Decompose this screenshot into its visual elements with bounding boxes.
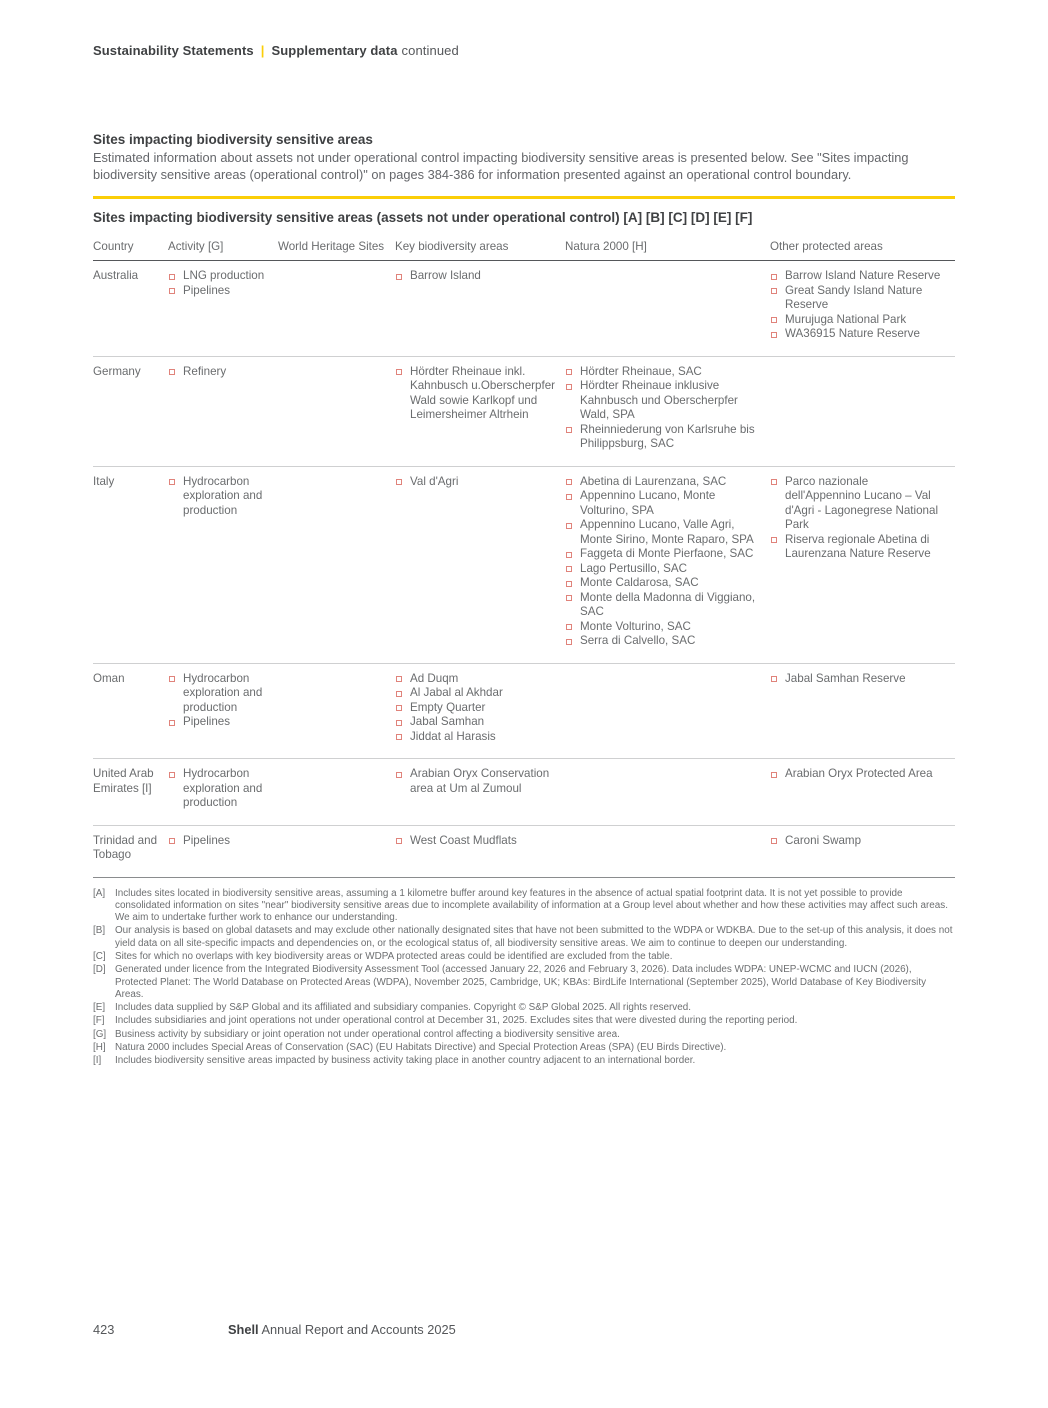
square-bullet-icon <box>169 720 175 726</box>
table-row-trinidad-and-tobago <box>93 826 955 878</box>
bullet-item <box>168 365 268 380</box>
bullet-text: WA36915 Nature Reserve <box>785 327 920 340</box>
bullet-text: Jiddat al Harasis <box>410 729 496 743</box>
key-biodiversity-areas-cell <box>395 365 565 452</box>
square-bullet-icon <box>771 838 777 844</box>
square-bullet-icon <box>566 595 572 601</box>
square-bullet-icon <box>566 581 572 587</box>
footnote-text: Our analysis is based on global datasets and may exclude other nationally designated sites that have not been submitted to the WDPA or WDKBA. Due to the set-up of this analysis, it does not yield data on all site-specific impacts and dependencies on, or the ecological status of, all biodiversity sensitive areas. We aim to continue to deepen our understanding. <box>115 925 953 949</box>
key-biodiversity-areas-cell <box>395 269 565 342</box>
column-header-key-biodiversity-areas: Key biodiversity areas <box>395 240 509 253</box>
square-bullet-icon <box>396 720 402 726</box>
bullet-item <box>770 284 945 313</box>
footer-report-title: Annual Report and Accounts 2025 <box>261 1322 456 1337</box>
square-bullet-icon <box>396 734 402 740</box>
natura-2000-cell <box>565 834 770 863</box>
square-bullet-icon <box>169 369 175 375</box>
header-continued-label: continued <box>401 43 459 58</box>
table-row-united-arab-emirates-i <box>93 759 955 826</box>
bullet-item <box>168 284 268 299</box>
natura-2000-cell <box>565 269 770 342</box>
bullet-text: Jabal Samhan <box>410 715 485 728</box>
square-bullet-icon <box>771 479 777 485</box>
bullet-item <box>395 834 555 849</box>
footnote-a <box>93 888 955 925</box>
bullet-text: Hydrocarbon exploration and production <box>183 671 263 714</box>
square-bullet-icon <box>396 838 402 844</box>
bullet-item <box>565 518 760 547</box>
bullet-text: Faggeta di Monte Pierfaone, SAC <box>580 547 754 560</box>
bullet-text: Great Sandy Island Nature Reserve <box>785 283 923 311</box>
other-protected-areas-cell <box>770 475 955 649</box>
bullet-text: Murujuga National Park <box>785 312 907 326</box>
footnote-i <box>93 1055 955 1067</box>
footnote-label: [E] <box>93 1002 106 1014</box>
footnote-label: [G] <box>93 1028 107 1040</box>
footnote-b <box>93 925 955 950</box>
footnote-c <box>93 951 955 963</box>
bullet-item <box>770 767 945 782</box>
world-heritage-sites-cell <box>278 672 395 745</box>
square-bullet-icon <box>396 772 402 778</box>
square-bullet-icon <box>169 288 175 294</box>
bullet-item <box>395 767 555 796</box>
other-protected-areas-cell <box>770 365 955 452</box>
world-heritage-sites-cell <box>278 834 395 863</box>
activities-cell <box>168 269 278 342</box>
country-cell: United Arab Emirates [I] <box>93 767 154 795</box>
footnote-text: Sites for which no overlaps with key biodiversity areas or WDPA protected areas could be identified are excluded from the table. <box>115 950 673 962</box>
table-row-germany <box>93 357 955 467</box>
square-bullet-icon <box>396 705 402 711</box>
footnote-g <box>93 1029 955 1041</box>
bullet-text: Pipelines <box>183 283 231 297</box>
bullet-item <box>168 475 268 519</box>
page-footer <box>93 1322 955 1337</box>
bullet-text: Barrow Island <box>410 269 481 282</box>
bullet-item <box>395 715 555 730</box>
bullet-text: Pipelines <box>183 833 231 847</box>
bullet-item <box>565 562 760 577</box>
footnote-label: [H] <box>93 1042 106 1054</box>
square-bullet-icon <box>169 838 175 844</box>
world-heritage-sites-cell <box>278 767 395 811</box>
bullet-text: Appennino Lucano, Valle Agri, Monte Sirino, Monte Raparo, SPA <box>580 518 754 546</box>
natura-2000-cell <box>565 365 770 452</box>
header-divider-pipe: | <box>260 43 265 58</box>
footnote-d <box>93 964 955 1001</box>
biodiversity-sites-table <box>93 236 955 878</box>
bullet-text: Arabian Oryx Protected Area <box>785 767 933 780</box>
bullet-text: Rheinniederung von Karlsruhe bis Philippsburg, SAC <box>580 422 755 450</box>
footnote-label: [D] <box>93 964 106 976</box>
bullet-text: Arabian Oryx Conservation area at Um al Zumoul <box>410 767 550 795</box>
column-header-world-heritage-sites: World Heritage Sites <box>278 240 385 253</box>
square-bullet-icon <box>566 552 572 558</box>
bullet-text: Hydrocarbon exploration and production <box>183 474 263 517</box>
square-bullet-icon <box>566 384 572 390</box>
square-bullet-icon <box>396 274 402 280</box>
square-bullet-icon <box>771 772 777 778</box>
footnote-text: Natura 2000 includes Special Areas of Conservation (SAC) (EU Habitats Directive) and Special Protection Areas (SPA) (EU Birds Directive). <box>115 1042 727 1054</box>
other-protected-areas-cell <box>770 269 955 342</box>
bullet-item <box>395 269 555 284</box>
bullet-item <box>565 547 760 562</box>
section-description: Estimated information about assets not under operational control impacting biodiversity sensitive areas is presented below. See "Sites impacting biodiversity sensitive areas (operational control)" on pages 384-386 for information presented against an operational control boundary. <box>93 150 909 182</box>
bullet-text: Monte Volturino, SAC <box>580 619 691 633</box>
bullet-text: Val d'Agri <box>410 474 459 488</box>
footnote-f <box>93 1015 955 1027</box>
table-header-row <box>93 236 955 261</box>
activities-cell <box>168 365 278 452</box>
footnotes-list <box>93 888 955 1068</box>
key-biodiversity-areas-cell <box>395 672 565 745</box>
section-title: Sites impacting biodiversity sensitive areas <box>93 132 373 147</box>
bullet-item <box>565 634 760 649</box>
square-bullet-icon <box>169 676 175 682</box>
natura-2000-cell <box>565 672 770 745</box>
footnote-text: Business activity by subsidiary or joint operation not under operational control affecting a biodiversity sensitive area. <box>115 1028 620 1040</box>
column-header-other-protected-areas: Other protected areas <box>770 240 883 253</box>
footnote-text: Includes data supplied by S&P Global and its affiliated and subsidiary companies. Copyright © S&P Global 2025. All rights reserved. <box>115 1002 691 1014</box>
square-bullet-icon <box>566 369 572 375</box>
square-bullet-icon <box>771 317 777 323</box>
footnote-label: [F] <box>93 1015 105 1027</box>
bullet-text: West Coast Mudflats <box>410 833 517 847</box>
bullet-item <box>395 672 555 687</box>
bullet-item <box>770 327 945 342</box>
footer-report-line <box>228 1322 456 1337</box>
bullet-item <box>395 365 555 423</box>
bullet-text: Appennino Lucano, Monte Volturino, SPA <box>580 489 716 517</box>
bullet-item <box>770 834 945 849</box>
bullet-item <box>770 313 945 328</box>
bullet-item <box>565 423 760 452</box>
square-bullet-icon <box>771 676 777 682</box>
bullet-item <box>168 834 268 849</box>
bullet-text: Al Jabal al Akhdar <box>410 686 503 699</box>
bullet-text: Hydrocarbon exploration and production <box>183 767 263 809</box>
intro-section <box>93 132 955 183</box>
square-bullet-icon <box>566 427 572 433</box>
bullet-text: Hördter Rheinaue, SAC <box>580 364 702 378</box>
bullet-item <box>395 701 555 716</box>
table-body <box>93 261 955 878</box>
table-title: Sites impacting biodiversity sensitive areas (assets not under operational control) [A] [B] [C] [D] [E] [F] <box>93 210 753 225</box>
bullet-item <box>565 591 760 620</box>
square-bullet-icon <box>771 288 777 294</box>
bullet-item <box>565 489 760 518</box>
bullet-item <box>565 379 760 423</box>
natura-2000-cell <box>565 767 770 811</box>
square-bullet-icon <box>566 523 572 529</box>
square-bullet-icon <box>566 566 572 572</box>
key-biodiversity-areas-cell <box>395 834 565 863</box>
footnote-e <box>93 1002 955 1014</box>
square-bullet-icon <box>396 479 402 485</box>
bullet-item <box>395 730 555 745</box>
country-cell: Italy <box>93 474 115 488</box>
bullet-text: Serra di Calvello, SAC <box>580 634 696 647</box>
square-bullet-icon <box>566 479 572 485</box>
table-row-australia <box>93 261 955 357</box>
bullet-item <box>770 533 945 562</box>
bullet-item <box>168 672 268 716</box>
page-header <box>93 43 955 58</box>
activities-cell <box>168 834 278 863</box>
column-header-country: Country <box>93 240 134 253</box>
footnote-label: [I] <box>93 1055 102 1067</box>
header-subsection-label: Supplementary data <box>271 43 398 58</box>
bullet-item <box>395 686 555 701</box>
bullet-text: Parco nazionale dell'Appennino Lucano – Val d'Agri - Lagonegrese National Park <box>785 474 939 531</box>
key-biodiversity-areas-cell <box>395 475 565 649</box>
other-protected-areas-cell <box>770 672 955 745</box>
bullet-item <box>770 672 945 687</box>
world-heritage-sites-cell <box>278 269 395 342</box>
bullet-item <box>168 767 268 811</box>
country-cell: Germany <box>93 364 141 378</box>
table-row-oman <box>93 664 955 760</box>
activities-cell <box>168 767 278 811</box>
bullet-item <box>565 475 760 490</box>
footnote-text: Generated under licence from the Integrated Biodiversity Assessment Tool (accessed January 22, 2026 and February 3, 2026). Data includes WDPA: UNEP-WCMC and IUCN (2026), Protected Planet: The World Database on Protected Areas (WDPA), November 2025, Cambridge, UK; KBAs: BirdLife International (September 2025), World Database of Key Biodiversity Areas. <box>115 964 927 1000</box>
bullet-text: LNG production <box>183 269 265 282</box>
footer-brand: Shell <box>228 1322 259 1337</box>
square-bullet-icon <box>771 332 777 338</box>
column-header-activity-g: Activity [G] <box>168 240 224 253</box>
bullet-item <box>770 475 945 533</box>
key-biodiversity-areas-cell <box>395 767 565 811</box>
bullet-item <box>565 620 760 635</box>
bullet-text: Riserva regionale Abetina di Laurenzana Nature Reserve <box>785 532 931 560</box>
footnote-label: [C] <box>93 950 106 962</box>
bullet-text: Barrow Island Nature Reserve <box>785 269 941 282</box>
bullet-text: Caroni Swamp <box>785 833 862 847</box>
square-bullet-icon <box>771 274 777 280</box>
footnote-text: Includes sites located in biodiversity sensitive areas, assuming a 1 kilometre buffer around key features in the absence of actual spatial footprint data. It is not yet possible to provide consolidated information on sites "near" biodiversity sensitive areas due to incomplete availability of information at a Group level about whether and how these activities may affect such areas. We aim to undertake further work to enhance our understanding. <box>115 887 948 924</box>
country-cell: Oman <box>93 671 125 685</box>
bullet-text: Jabal Samhan Reserve <box>785 671 906 685</box>
square-bullet-icon <box>396 369 402 375</box>
bullet-text: Refinery <box>183 364 227 378</box>
bullet-text: Hördter Rheinaue inkl. Kahnbusch u.Oberscherpfer Wald sowie Karlkopf und Leimersheimer Altrhein <box>410 364 556 421</box>
footnote-label: [B] <box>93 925 106 937</box>
square-bullet-icon <box>771 537 777 543</box>
table-row-italy <box>93 467 955 664</box>
square-bullet-icon <box>396 676 402 682</box>
square-bullet-icon <box>566 494 572 500</box>
square-bullet-icon <box>566 639 572 645</box>
bullet-text: Pipelines <box>183 715 231 728</box>
bullet-text: Hördter Rheinaue inklusive Kahnbusch und Oberscherpfer Wald, SPA <box>580 379 738 421</box>
bullet-item <box>565 576 760 591</box>
activities-cell <box>168 475 278 649</box>
square-bullet-icon <box>169 479 175 485</box>
square-bullet-icon <box>396 691 402 697</box>
other-protected-areas-cell <box>770 767 955 811</box>
country-cell: Trinidad and Tobago <box>93 833 158 861</box>
square-bullet-icon <box>169 274 175 280</box>
footnote-h <box>93 1042 955 1054</box>
bullet-item <box>168 715 268 730</box>
bullet-item <box>770 269 945 284</box>
bullet-text: Monte della Madonna di Viggiano, SAC <box>580 590 756 618</box>
footnote-text: Includes subsidiaries and joint operations not under operational control at December 31, 2025. Excludes sites that were divested during the reporting period. <box>115 1015 798 1027</box>
yellow-section-rule <box>93 196 955 199</box>
bullet-text: Abetina di Laurenzana, SAC <box>580 474 727 488</box>
bullet-text: Monte Caldarosa, SAC <box>580 576 699 589</box>
bullet-text: Empty Quarter <box>410 700 486 714</box>
world-heritage-sites-cell <box>278 475 395 649</box>
page-number: 423 <box>93 1322 115 1337</box>
bullet-item <box>395 475 555 490</box>
bullet-text: Lago Pertusillo, SAC <box>580 561 687 575</box>
footnote-text: Includes biodiversity sensitive areas impacted by business activity taking place in another country adjacent to an international border. <box>115 1055 696 1067</box>
activities-cell <box>168 672 278 745</box>
footnote-label: [A] <box>93 887 106 899</box>
other-protected-areas-cell <box>770 834 955 863</box>
world-heritage-sites-cell <box>278 365 395 452</box>
square-bullet-icon <box>169 772 175 778</box>
bullet-item <box>168 269 268 284</box>
bullet-text: Ad Duqm <box>410 671 459 685</box>
country-cell: Australia <box>93 269 139 282</box>
column-header-natura-2000-h: Natura 2000 [H] <box>565 240 647 253</box>
natura-2000-cell <box>565 475 770 649</box>
bullet-item <box>565 365 760 380</box>
header-section-label: Sustainability Statements <box>93 43 254 58</box>
square-bullet-icon <box>566 624 572 630</box>
